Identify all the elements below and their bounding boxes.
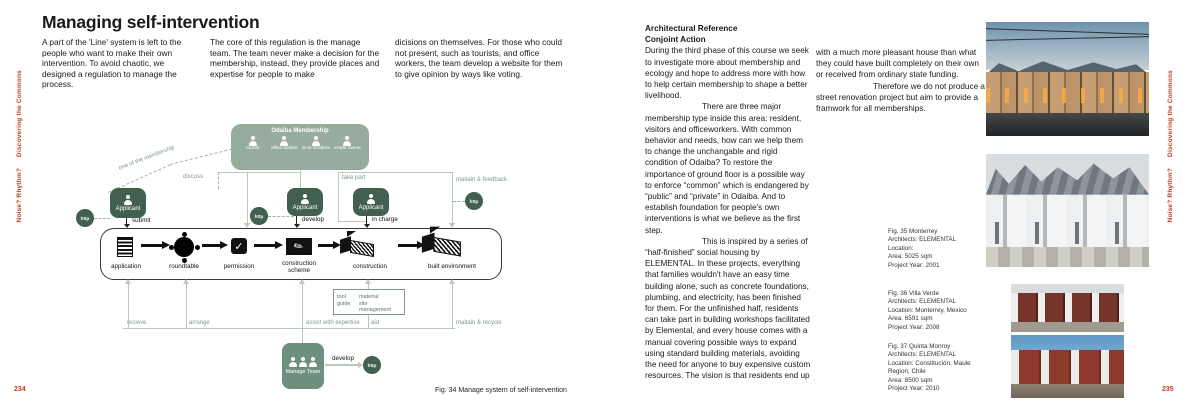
construction-scheme-icon: [286, 238, 312, 255]
step-label-roundtable: roundtable: [169, 263, 199, 270]
left-margin-series-label: Discovering the Commons: [16, 70, 23, 157]
person-icon: [301, 194, 309, 204]
tool-label: tool: [337, 293, 346, 300]
manage-team-label: Manage Team: [285, 369, 321, 375]
member-local-resident: local resident: [301, 136, 331, 151]
left-page-number: 234: [14, 386, 26, 393]
connector-line: [452, 172, 453, 224]
axon-hatch: [350, 240, 374, 257]
connector-line: [453, 201, 465, 202]
connector-line: [452, 284, 453, 328]
photo-ground: [1011, 384, 1124, 398]
http-website-icon: http: [363, 356, 381, 374]
figure-photo-3: [1011, 284, 1124, 332]
figure-photo-1: [986, 22, 1149, 136]
http-website-icon: http: [76, 209, 94, 227]
arrowhead-icon: [299, 279, 305, 284]
intro-column-3: dicisions on themselves. For those who could not present, such as tourists, and office workers, the team develop a website for them to give opinion by ways like voting.: [395, 37, 563, 79]
connector-line: [302, 284, 303, 343]
support-label-arrange: arrange: [189, 320, 210, 326]
connector-line: [247, 172, 248, 224]
person-icon: [280, 136, 288, 146]
step-label-permission: permission: [223, 263, 255, 270]
person-icon: [312, 136, 320, 146]
membership-title: Odaiba Membership: [271, 128, 329, 134]
support-label-recieve: recieve: [127, 320, 147, 326]
arrowhead-icon: [125, 279, 131, 284]
toolbox: [333, 289, 405, 315]
flow-arrow-icon: [202, 244, 221, 247]
paragraph: There are three major membership type inside this area: resident, visitors and officeworkers. With common behavior and needs, how can we help them to change the unchangable and rigid condition of Odaiba? To restore the importance of ground floor is a possible way to enforce “common” which is endangered by “public” and “private” in Odaiba. And to establish foundation for people's own interventions is what we believe as the first step.: [645, 102, 809, 235]
photo-ground: [986, 247, 1149, 267]
develop-action-label: develop: [302, 216, 325, 223]
figure-36-caption: Fig. 36 Villa Verde Architects: ELEMENTAL Location: Monterrey, Mexico Area: 6591 sqm Project Year: 2008: [888, 290, 967, 331]
step-label-application: application: [110, 263, 142, 270]
figure-35-caption: Fig. 35 Monterrey Architects: ELEMENTAL Location: Area: 5025 sqm Project Year: 2001: [888, 228, 957, 269]
figure-photo-2: [986, 154, 1149, 267]
left-margin-chapter-label: Noise? Rhythm?: [16, 168, 23, 223]
manage-team-box: [282, 343, 324, 389]
member-tourist: tourist: [238, 136, 268, 151]
connector-line: [218, 172, 219, 189]
connector-line: [338, 221, 366, 222]
connector-curve: [170, 149, 232, 165]
person-icon: [367, 194, 375, 204]
person-icon: [309, 357, 317, 367]
step-label-construction: construction: [353, 263, 387, 270]
connector-line: [94, 218, 110, 219]
in-charge-label: in charge: [372, 216, 398, 223]
connector-line: [325, 364, 359, 366]
photo-lit-windows: [986, 88, 1149, 103]
arrowhead-icon: [365, 279, 371, 284]
step-label-built-environment: built environment: [428, 263, 476, 270]
figure-34-caption: Fig. 34 Manage system of self-intervention: [435, 387, 567, 394]
maintain-feedback-label: maitain & feedback: [456, 177, 508, 183]
right-column-2: [816, 47, 986, 114]
right-margin-series-label: Discovering the Commons: [1167, 70, 1174, 157]
arrowhead-icon: [449, 279, 455, 284]
photo-buildings: [1011, 293, 1124, 323]
flow-arrow-icon: [398, 244, 418, 247]
paragraph: During the third phase of this course we seek to investigate more about membership and ecology and hope to address more with how to help certain membership to shape a better livelihood.: [645, 46, 809, 101]
paragraph: Therefore we do not produce a street renovation project but aim to provide a framwork for all memberships.: [816, 81, 985, 114]
connector-line: [123, 328, 455, 329]
pencil-icon: ✎: [292, 239, 307, 255]
arrowhead-icon: [183, 279, 189, 284]
built-environment-icon: [422, 232, 470, 257]
discuss-label: discuss: [183, 174, 204, 180]
flow-arrow-icon: [254, 244, 276, 247]
application-icon: [117, 237, 133, 257]
develop-website-label: develop: [332, 355, 355, 362]
person-icon: [343, 136, 351, 146]
connector-line: [186, 284, 187, 328]
applicant-box-submit: Applicant: [110, 188, 146, 218]
membership-members: [231, 136, 369, 151]
support-label-maintain-recycle: maitain & recycle: [456, 320, 502, 326]
submit-label: submit: [132, 217, 151, 224]
applicant-box-develop: Applicant: [287, 188, 323, 216]
site-management-label: site management: [358, 301, 392, 313]
photo-ground: [1011, 322, 1124, 332]
connector-line: [338, 172, 452, 173]
connector-line: [300, 170, 301, 190]
membership-box: [231, 124, 369, 170]
http-website-icon: http: [250, 207, 268, 225]
figure-37-caption: Fig. 37 Quinta Monroy Architects: ELEMENTAL Location: Constitución, Maule Region, Chile Area: 8500 sqm Project Year: 2010: [888, 343, 971, 393]
person-icon: [299, 357, 307, 367]
applicant-box-in-charge: Applicant: [353, 188, 389, 216]
photo-buildings: [1011, 350, 1124, 385]
section-heading-1: Architectural Reference: [645, 24, 738, 33]
step-label-construction-scheme: construction scheme: [282, 260, 316, 274]
photo-doors: [986, 222, 1149, 245]
intro-column-1: A part of the 'Line' system is left to the people who want to make their own intervention. To avoid chaotic, we designed a regulation to manage the process.: [42, 37, 182, 90]
axon-hatch: [433, 237, 461, 257]
section-heading-2: Conjoint Action: [645, 35, 706, 45]
connector-line: [268, 216, 294, 217]
photo-road: [986, 113, 1149, 136]
right-margin-chapter-label: Noise? Rhythm?: [1167, 168, 1174, 223]
support-label-assist: assist with expertise: [306, 320, 360, 326]
figure-photo-4: [1011, 335, 1124, 398]
permission-check-icon: ✓: [231, 238, 247, 254]
right-column-1: [645, 23, 812, 382]
person-icon: [249, 136, 257, 146]
curve-label: one of the membership: [118, 144, 176, 172]
flow-arrow-icon: [141, 244, 163, 247]
person-icon: [124, 195, 132, 205]
right-page-number: 235: [1162, 386, 1174, 393]
construction-icon: [340, 236, 376, 256]
take-part-label: take part: [342, 175, 366, 181]
member-estate-owner: estate owner: [332, 136, 362, 151]
guide-label: guide: [337, 301, 351, 307]
member-office-worker: office worker: [269, 136, 299, 151]
connector-line: [218, 172, 300, 173]
flow-arrow-icon: [318, 244, 334, 247]
http-website-icon: http: [465, 192, 483, 210]
paragraph: with a much more pleasant house than what they could have built completely on their own or received from ordinary state funding.: [816, 48, 979, 80]
connector-line: [338, 172, 339, 222]
page-title: Managing self-intervention: [42, 12, 260, 32]
roundtable-icon: [174, 237, 194, 257]
support-label-aid: aid: [371, 320, 380, 326]
material-label: material: [359, 293, 379, 300]
intro-column-2: The core of this regulation is the manage team. The team never make a decision for the membership, instead, they provide places and expertise for people to make: [210, 37, 380, 79]
person-icon: [289, 357, 297, 367]
paragraph: This is inspired by a series of “half-finished” social housing by ELEMENTAL. In these projects, everything that families wouldn't have an easy time building alone, such as concrete foundations, plumbing, and electricity, has been finished for them. For the unfinished half, residents can take part in building workshops facilitated by Elemental, and every house comes with a manual covering possible ways to expand using standard building materials, avoiding the need for anyone to buy expensive custom resources. The vision is that residents end up: [645, 236, 811, 381]
